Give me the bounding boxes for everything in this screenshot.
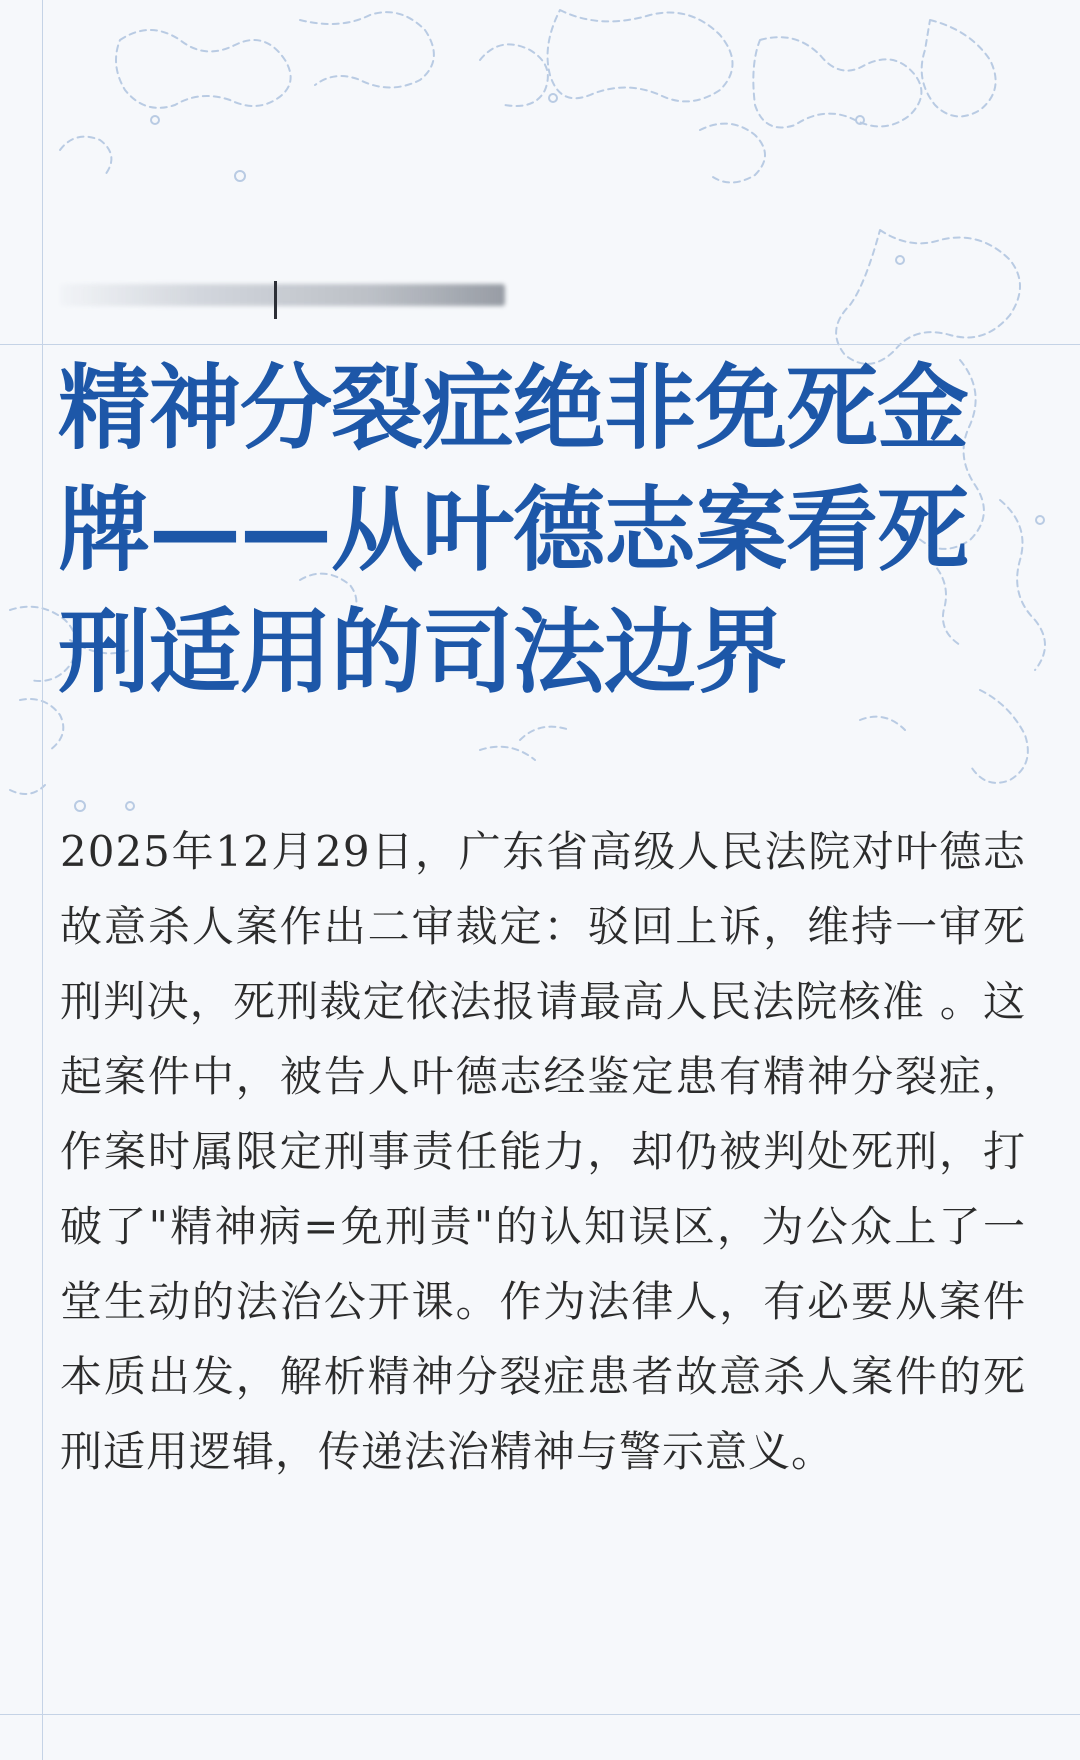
article-title: 精神分裂症绝非免死金牌——从叶德志案看死刑适用的司法边界 [58,355,969,706]
redacted-header [60,284,505,306]
guide-line-horizontal-top [0,344,1080,345]
header-divider [274,281,277,319]
guide-line-vertical [42,0,43,1760]
article-body: 2025年12月29日，广东省高级人民法院对叶德志故意杀人案作出二审裁定：驳回上诉，维持一审死刑判决，死刑裁定依法报请最高人民法院核准 。这起案件中，被告人叶德志经鉴定患有精神分裂症，作案时属限定刑事责任能力，却仍被判处死刑，打破了"精神病=免刑责"的认知误区，为公众上了一堂生动的法治公开课。作为法律人，有必要从案件本质出发，解析精神分裂症患者故意杀人案件的死刑适用逻辑，传递法治精神与警示意义。 [60,827,1026,1476]
guide-line-horizontal-bottom [0,1714,1080,1715]
